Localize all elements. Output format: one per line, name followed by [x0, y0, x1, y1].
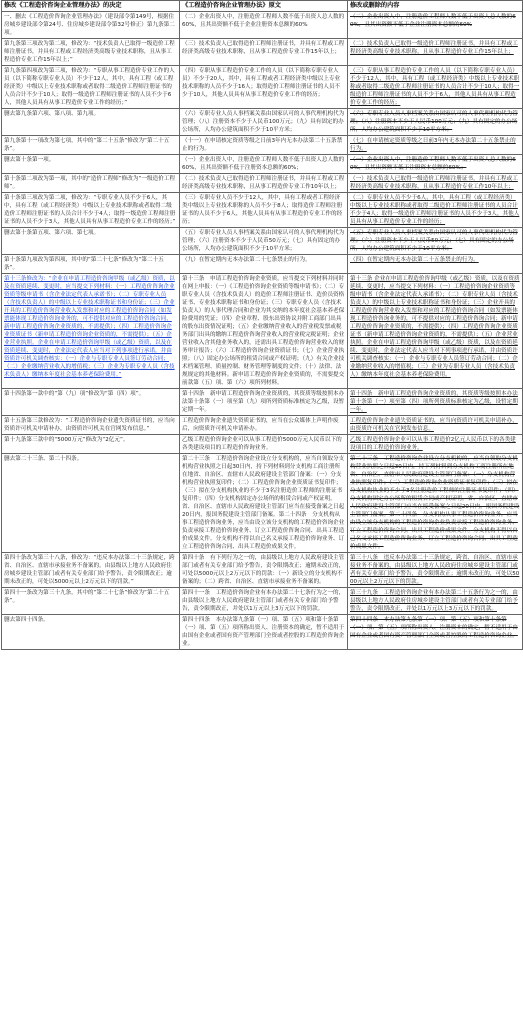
- header-changes: 修改或删除的内容: [348, 1, 523, 12]
- decision-cell: [2, 174, 180, 193]
- change-cell: [348, 588, 523, 615]
- cell-text: （三）专职从事工程造价专业工作的人员（以下简称专职专业人员）不少于12人，其中，具有工程（或工程经济类）中级以上专业技术职称或者取得二级造价工程师注册证书的人员合计不少于10人；取得一级造价工程师注册证书的人员不少于6人，其他人员具有从事工程造价专业工作的经历；: [350, 68, 520, 106]
- cell-text: 第三十八条 违反本办法第二十三条规定，跨省、自治区、直辖市承接业务不备案的，由县级以上地方人民政府住房城乡建设主管部门或者有关专业部门给予警告，责令限期改正；逾期未改正的，可处以5000元以上2万元以下的罚款。: [350, 555, 520, 585]
- table-row: [2, 615, 523, 650]
- table-row: [2, 12, 523, 39]
- cell-text: 第四十四条 本办法第九条第（一）项、第（五）项和第十条第（一）项、第（五）项所称出资人、注册资本的确定，暂不适用于由国有企业或者国有资产管理部门全资或者控股的工程造价咨询企业。: [182, 617, 345, 647]
- cell-text: （一）企业出资人中，注册造价工程师人数不低于出资人总人数的60%，且其出资额不低于注册资本总额的60%；: [350, 157, 516, 171]
- change-cell: [348, 274, 523, 389]
- original-cell: [180, 174, 348, 193]
- table-row: [2, 274, 523, 389]
- cell-text: 乙级工程造价咨询企业可以从事工程造价2亿元人民币以下的各类建设项目的工程造价咨询业务。: [350, 437, 516, 451]
- original-cell: [180, 588, 348, 615]
- original-cell: [180, 136, 348, 155]
- decision-cell: [2, 255, 180, 274]
- cell-text: 第十四条第一款中的“第（九）项”修改为“第（四）项”。: [4, 391, 145, 397]
- cell-text: 删去第四十四条。: [4, 617, 49, 623]
- table-row: [2, 155, 523, 174]
- cell-text: （二）技术负责人已取得一级造价工程师注册证书，并具有工程或工程经济类高级专业技术职称，且从事工程造价专业工作15年以上；: [350, 41, 518, 55]
- cell-text: 第十条第二项改为第一项，其中的“造价工程师”修改为“一级造价工程师”。: [4, 176, 175, 190]
- original-cell: [180, 274, 348, 389]
- cell-text: 第九条第四项改为第三项，修改为：“专职从事工程造价专业工作的人员（以下简称专职专业人员）不少于12人，其中，具有工程（或工程经济类）中级以上专业技术职称或者取得二级造价工程师注册证书的人员合计不少于10人；取得一级造价工程师注册证书的人员不少于6人，其他人员具有从事工程造价专业工作的经历；”: [4, 68, 175, 106]
- decision-cell: [2, 588, 180, 615]
- original-cell: [180, 39, 348, 66]
- cell-text: （二）专职专业人员不少于6人，其中，具有工程（或工程经济类）中级以上专业技术职称或者取得二级造价工程师注册证书的人员合计不少于4人；取得一级造价工程师注册证书的人员不少于3人，其他人员具有从事工程造价专业工作的经历；: [350, 195, 520, 225]
- cell-text: 工程造价咨询企业遗失资质证书的，应当向资质许可机关申请补办，由资质许可机关在官网发布信息。: [350, 418, 518, 432]
- cell-text: 第十四条 新申请工程造价咨询企业资质的，其资质等级按照本办法第十条第（一）项至第（九）项所列资质标准核定为乙级，设暂定期一年。: [182, 391, 345, 413]
- cell-text: 第十九条第三款中的“5000万元”修改为“2亿元”。: [4, 437, 129, 443]
- original-cell: [180, 553, 348, 588]
- cell-text: 删去第九条第六项、第八项、第九项。: [4, 111, 100, 117]
- cell-text: （三）技术负责人已取得造价工程师注册证书，并具有工程或工程经济类高级专业技术职称，且从事工程造价专业工作15年以上；: [182, 41, 345, 55]
- decision-cell: [2, 109, 180, 136]
- decision-cell: [2, 193, 180, 228]
- cell-text: 第四十一条改为第三十九条，其中的“第二十七条”修改为“第二十五条”。: [4, 590, 170, 604]
- cell-text: 第九条第三项改为第二项，修改为：“技术负责人已取得一级造价工程师注册证书，并具有工程或工程经济类高级专业技术职称，且从事工程造价专业工作15年以上；”: [4, 41, 175, 63]
- cell-text: 第三十九条 工程造价咨询企业有本办法第二十五条行为之一的，由县级以上地方人民政府住房城乡建设主管部门或者有关专业部门给予警告，责令限期改正，并处以1万元以上3万元以下的罚款。: [350, 590, 518, 612]
- cell-text: 第十三条 申请工程造价咨询企业资质，应当提交下列材料并同时在网上申报：（一）《工程造价咨询企业资质等级申请书》；（二）专职专业人员（含技术负责人）的造价工程师注册证书、造价员资格证书、专业技术职称证书和身份证；（三）专职专业人员（含技术负责人）的人事代理合同和企业为其交纳的本年度社会基本养老保险费用的凭证；（四）企业章程、股东出资协议并附工商部门出具的股东出资情况证明；（五）企业缴纳营业收入的营业税发票或税务部门出具的缴纳工程造价咨询营业收入的营业税完税证明；企业营业收入含其他业务收入的，还需出具工程造价咨询营业收入的财务审计报告；（六）工程造价咨询企业资质证书；（七）企业营业执照；（八）固定办公场所的租赁合同或产权证明；（九）有关企业技术档案管理、质量控制、财务管理等制度的文件；（十）法律、法规规定的其他材料。新申请工程造价咨询企业资质的，不需要提交前款第（五）项、第（六）项所列材料。: [182, 276, 345, 386]
- table-row: [2, 174, 523, 193]
- change-cell: [348, 255, 523, 274]
- original-cell: [180, 109, 348, 136]
- original-cell: [180, 193, 348, 228]
- change-cell: [348, 39, 523, 66]
- table-row: [2, 389, 523, 416]
- change-cell: [348, 416, 523, 435]
- change-cell: [348, 454, 523, 553]
- comparison-table: [1, 0, 523, 650]
- original-cell: [180, 255, 348, 274]
- table-row: [2, 66, 523, 109]
- original-cell: [180, 435, 348, 454]
- table-row: [2, 255, 523, 274]
- decision-cell: [2, 416, 180, 435]
- cell-text: （二）企业出资人中，注册造价工程师人数不低于出资人总人数的60%，且其出资额不低于企业注册资本总额的60%: [350, 14, 516, 28]
- decision-cell: [2, 454, 180, 553]
- cell-text: 第十条第九项改为第四项，其中的“第二十七条”修改为“第二十五条”。: [4, 257, 164, 271]
- cell-text: （六）专职专业人员人事档案关系由国家认可的人事代理机构代为管理；（八）注册资本不少于人民币100万元；（九）具有固定的办公场所，人均办公建筑面积不少于10平方米；: [350, 111, 518, 133]
- cell-text: 第十条第三项改为第二项，修改为：“专职专业人员不少于6人，其中，具有工程（或工程经济类）中级以上专业技术职称或者取得二级造价工程师注册证书的人员合计不少于4人；取得一级造价工程师注册证书的人员不少于3人，其他人员具有从事工程造价专业工作的经历；”: [4, 195, 176, 225]
- table-row: [2, 193, 523, 228]
- cell-text: （一）技术负责人已取得一级造价工程师注册证书，并具有工程或工程经济类高级专业技术职称，且从事工程造价专业工作10年以上；: [350, 176, 518, 190]
- cell-text: （六）专职专业人员人事档案关系由国家认可的人事代理机构代为管理；（八）注册资本不少于人民币100万元；（九）具有固定的办公场所，人均办公建筑面积不少于10平方米；: [182, 111, 345, 133]
- decision-cell: [2, 615, 180, 650]
- decision-cell: [2, 66, 180, 109]
- table-row: [2, 39, 523, 66]
- original-cell: [180, 66, 348, 109]
- decision-cell: [2, 136, 180, 155]
- change-cell: [348, 109, 523, 136]
- cell-text: 删去第十条第一项。: [4, 157, 55, 163]
- cell-text: 第十三条修改为：“企业在申请工程造价咨询甲级（或乙级）资质，以及在资质延续、变更时，应当提交下列材料：（一）工程造价咨询企业资质等级申请书（含企业法定代表人承诺书）；（二）专职专业人员（含技术负责人）的中级以上专业技术职称证书和身份证；（三）企业开具的工程造价咨询营业收入发票和对应的工程造价咨询合同（如发票能体现工程造价咨询业务的，可不提供对应的工程造价咨询合同，新申请工程造价咨询企业资质的，不需提供）；（四）工程造价咨询企业资质证书（新申请工程造价咨询企业资质的，不需提供）；（五）企业营业执照。企业在申请工程造价咨询甲级（或乙级）资质，以及在资质延续、变更时，企业法定代表人应当对下列事项进行承诺，并由资质许可机关调查核实：（一）企业与专职专业人员签订劳动合同；（二）企业缴纳营业收入的增值税；（三）企业为专职专业人员（含技术负责人）缴纳本年度社会基本养老保险费用。”: [4, 276, 175, 378]
- change-cell: [348, 174, 523, 193]
- decision-cell: [2, 435, 180, 454]
- cell-text: 第十三条 企业在申请工程造价咨询甲级（或乙级）资质，以及在资质延续、变更时，应当提交下列材料：（一）工程造价咨询企业资质等级申请书（含企业法定代表人承诺书）；（二）专职专业人员（含技术负责人）的中级以上专业技术职称证书和身份证；（三）企业开具的工程造价咨询营业收入发票和对应的工程造价咨询合同（如发票能体现工程造价咨询业务的，可不提供对应的工程造价咨询合同；新申请工程造价咨询企业资质的，不需提供）；（四）工程造价咨询企业资质证书（新申请工程造价咨询企业资质的，不需提供）；（五）企业营业执照。企业在申请工程造价咨询甲级（或乙级）资质，以及在资质延续、变更时，企业法定代表人应当对下列事项进行承诺，并由资质许可机关调查核实：（一）企业与专职专业人员签订劳动合同；（二）企业缴纳营业收入的增值税；（三）企业为专职专业人员（含技术负责人）缴纳本年度社会基本养老保险费用。: [350, 276, 520, 378]
- change-cell: [348, 228, 523, 255]
- cell-text: 第四十一条 工程造价咨询企业有本办法第二十七条行为之一的，由县级以上地方人民政府建设主管部门或者有关专业部门给予警告，责令限期改正，并处以1万元以上3万元以下的罚款。: [182, 590, 345, 612]
- table-row: [2, 228, 523, 255]
- decision-cell: [2, 228, 180, 255]
- cell-text: 第四十条改为第三十八条，修改为：“违反本办法第二十三条规定，跨省、自治区、直辖市承接业务不备案的，由县级以上地方人民政府住房城乡建设主管部门或者有关专业部门给予警告，责令限期改正；逾期未改正的，可处以5000元以上2万元以下的罚款。”: [4, 555, 175, 585]
- decision-cell: [2, 553, 180, 588]
- change-cell: [348, 12, 523, 39]
- table-row: [2, 435, 523, 454]
- cell-text: （五）专职专业人员人事档案关系由国家认可的人事代理机构代为管理；（六）注册资本不少于人民币50万元；（七）具有固定的办公场所，人均办公建筑面积不少于10平方米；: [350, 230, 518, 252]
- decision-cell: [2, 389, 180, 416]
- cell-text: （七）在申请核定资质等级之日前3年内无本办法第二十五条禁止的行为。: [350, 138, 516, 152]
- change-cell: [348, 435, 523, 454]
- cell-text: （十一）在申请核定资质等级之日前3年内无本办法第二十五条禁止的行为。: [182, 138, 343, 152]
- cell-text: （二）企业出资人中，注册造价工程师人数不低于出资人总人数的60%，且其出资额不低于企业注册资本总额的60%: [182, 14, 345, 28]
- cell-text: （四）专职从事工程造价专业工作的人员（以下简称专职专业人员）不少于20人，其中，具有工程或者工程经济类中级以上专业技术职称的人员不少于16人；取得造价工程师注册证书的人员不少于10人，其他人员具有从事工程造价专业工作的经历；: [182, 68, 341, 98]
- header-decision: 修改《工程造价咨询企业管理办法》的决定: [2, 1, 180, 12]
- cell-text: 工程造价咨询企业遗失资质证书的，应当在公众媒体上声明作废后，向资质许可机关申请补办。: [182, 418, 339, 432]
- original-cell: [180, 155, 348, 174]
- cell-text: （五）专职专业人员人事档案关系由国家认可的人事代理机构代为管理；（六）注册资本不少于人民币50万元；（七）具有固定的办公场所，人均办公建筑面积不少于10平方米；: [182, 230, 345, 252]
- cell-text: 第九条第十一项改为第七项，其中的“第二十五条”修改为“第二十五条”。: [4, 138, 170, 152]
- original-cell: [180, 12, 348, 39]
- table-row: [2, 454, 523, 553]
- cell-text: （九）在暂定期内无本办法第二十七条禁止的行为。: [182, 257, 311, 263]
- cell-text: （二）技术负责人已取得造价工程师注册证书，并具有工程或工程经济类高级专业技术职称，且从事工程造价专业工作10年以上；: [182, 176, 345, 190]
- cell-text: 删去第二十三条、第二十四条。: [4, 456, 83, 462]
- cell-text: （三）专职专业人员不少于12人，其中，具有工程或者工程经济类中级以上专业技术职称的人员不少于8人；取得造价工程师注册证书的人员不少于6人，其他人员具有从事工程造价专业工作的经历；: [182, 195, 343, 225]
- change-cell: [348, 553, 523, 588]
- cell-text: （一）企业出资人中，注册造价工程师人数不低于出资人总人数的60%，且其出资额不低于注册资本总额的60%；: [182, 157, 345, 171]
- cell-text: 第四十四条 本办法第九条第（一）项、第（五）项和第十条第（一）项、第（五）项所称出资人、注册资本的确定，暂不适用于由国有企业或者国有资产管理部门全资或者控股的工程造价咨询企业。: [350, 617, 518, 639]
- cell-text: （四）在暂定期内无本办法第二十五条禁止的行为。: [350, 257, 479, 263]
- decision-cell: [2, 12, 180, 39]
- table-row: [2, 136, 523, 155]
- change-cell: [348, 155, 523, 174]
- change-cell: [348, 615, 523, 650]
- cell-text: 第十五条第三款修改为：“工程造价咨询企业遗失资质证书的，应当向资质许可机关申请补办，由资质许可机关在官网发布信息。”: [4, 418, 175, 432]
- original-cell: [180, 228, 348, 255]
- decision-cell: [2, 39, 180, 66]
- header-row: [2, 1, 523, 12]
- table-row: [2, 109, 523, 136]
- original-cell: [180, 416, 348, 435]
- table-row: [2, 553, 523, 588]
- cell-text: 第四十条 有下列行为之一的，由县级以上地方人民政府建设主管部门或者有关专业部门给予警告，责令限期改正；逾期未改正的，可处以5000元以上2万元以下的罚款：（一）新设立的分支机构不备案的；（二）跨省、自治区、直辖市承接业务不备案的。: [182, 555, 345, 585]
- cell-text: 第十四条 新申请工程造价咨询企业资质的，其资质等级按照本办法第十条第（一）项至第（四）项所列资质标准核定为乙级，设暂定期一年。: [350, 391, 518, 413]
- cell-text: 删去第十条第五项、第六项、第七项。: [4, 230, 100, 236]
- original-cell: [180, 389, 348, 416]
- cell-text: 乙级工程造价咨询企业可以从事工程造价5000万元人民币以下的各类建设项目的工程造价咨询业务。: [182, 437, 342, 451]
- decision-cell: [2, 155, 180, 174]
- header-original: 《工程造价咨询企业管理办法》原文: [180, 1, 348, 12]
- original-cell: [180, 615, 348, 650]
- change-cell: [348, 193, 523, 228]
- table-row: [2, 416, 523, 435]
- change-cell: [348, 136, 523, 155]
- cell-text: 第二十三条 工程造价咨询企业设立分支机构的，应当自领取分支机构营业执照之日起30日内，持下列材料到分支机构工商注册所在地省、自治区、直辖市人民政府建设主管部门备案：（一）分支机构营业执照复印件；（二）工程造价咨询企业资质证书复印件；（三）拟在分支机构执业的不少于3名注册造价工程师的注册证书复印件；（四）分支机构固定办公场所的租赁合同或产权证明。省、自治区、直辖市人民政府建设主管部门应当在接受备案之日起20日内，报国务院建设主管部门备案。第二十四条 分支机构从事工程造价咨询业务，应当由设立该分支机构的工程造价咨询企业负责承接工程造价咨询业务、订立工程造价咨询合同、出具工程造价成果文件。分支机构不得以自己名义承接工程造价咨询业务、订立工程造价咨询合同、出具工程造价成果文件。: [182, 456, 345, 550]
- cell-text: 一、删去《工程造价咨询企业管理办法》（建设部令第149号，根据住房城乡建设部令第24号、住房城乡建设部令第32号修正）第九条第二项。: [4, 14, 175, 36]
- change-cell: [348, 66, 523, 109]
- decision-cell: [2, 274, 180, 389]
- cell-text: 第二十三条 工程造价咨询企业设立分支机构的，应当自领取分支机构营业执照之日起30日内，持下列材料到分支机构工商注册所在地省、自治区、直辖市人民政府建设主管部门备案：（一）分支机构营业执照复印件；（二）工程造价咨询企业资质证书复印件；（三）拟在分支机构执业的不少于3名注册造价工程师的注册证书复印件；（四）分支机构固定办公场所的租赁合同或产权证明。省、自治区、直辖市人民政府建设主管部门应当在接受备案之日起20日内，报国务院建设主管部门备案。第二十四条 分支机构从事工程造价咨询业务，应当由设立该分支机构的工程造价咨询企业负责承接工程造价咨询业务、订立工程造价咨询合同、出具工程造价成果文件。分支机构不得以自己名义承接工程造价咨询业务、订立工程造价咨询合同、出具工程造价成果文件。: [350, 456, 520, 550]
- original-cell: [180, 454, 348, 553]
- change-cell: [348, 389, 523, 416]
- table-row: [2, 588, 523, 615]
